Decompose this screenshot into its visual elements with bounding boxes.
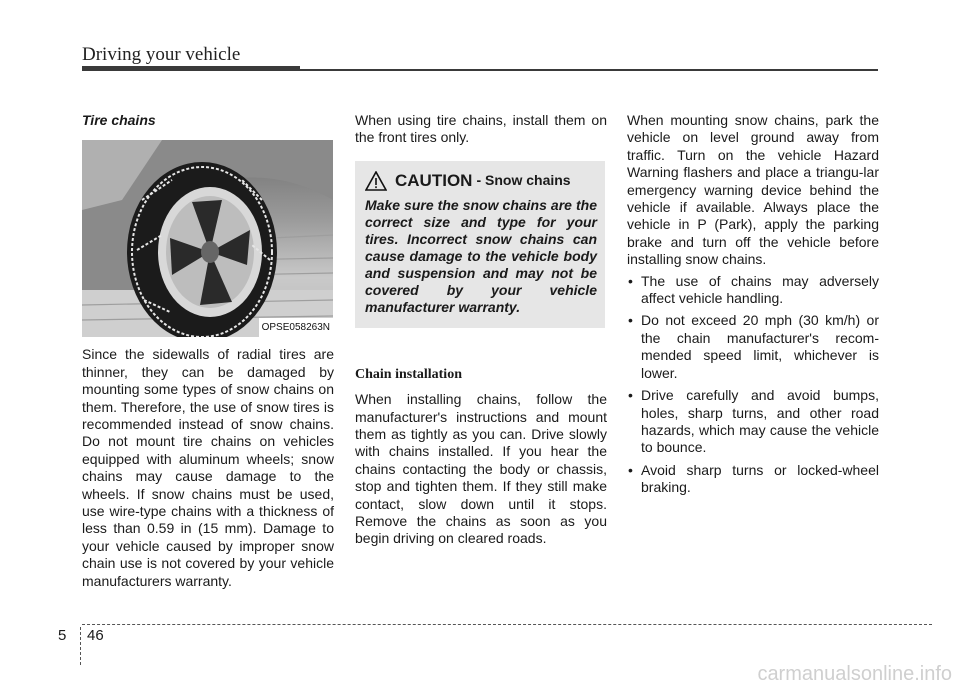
warning-triangle-icon: [365, 171, 387, 191]
chain-installation-paragraph: When installing chains, follow the manufacturer's instructions and mount them as tightly as you can. Drive slowly with chains installed. If you hear the chains contacting the body or chassis, stop and tighten them. If they still make contact, slow down until it stops. Remove the chains as soon as you begin driving on cleared roads.: [355, 391, 607, 547]
watermark: carmanualsonline.info: [757, 663, 952, 685]
list-item-text: Do not exceed 20 mph (30 km/h) or the chain manufacturer's recom-mended speed limit, whichever is lower.: [641, 312, 879, 381]
caution-header: [365, 171, 597, 191]
caution-text: Make sure the snow chains are the correct size and type for your tires. Incorrect snow chains can cause damage to the vehicle body and suspension and may not be covered by your vehicle manufacturer warranty.: [365, 196, 597, 315]
header-rule-thick: [82, 66, 300, 71]
list-item-text: Drive carefully and avoid bumps, holes, sharp turns, and other road hazards, which may cause the vehicle to bounce.: [641, 387, 879, 456]
column-middle: [355, 112, 607, 548]
list-item-text: Avoid sharp turns or locked-wheel braking.: [641, 461, 879, 496]
chain-installation-heading: Chain installation: [355, 366, 462, 382]
bullet-dot: •: [628, 387, 633, 404]
tire-chains-paragraph: Since the sidewalls of radial tires are thinner, they can be damaged by mounting some types of snow chains on them. Therefore, the use of snow tires is recommended instead of snow chains. Do not mount tire chains on vehicles equipped with aluminum wheels; snow chains may cause damage to the wheels. If snow chains must be used, use wire-type chains with a thickness of less than 0.59 in (15 mm). Damage to your vehicle caused by improper snow chain use is not covered by your vehicle manufacturers warranty.: [82, 346, 334, 589]
list-item-text: The use of chains may adversely affect vehicle handling.: [641, 272, 879, 307]
chain-tips-list: [627, 273, 879, 497]
column-right: [627, 112, 879, 502]
tire-chain-illustration: [82, 140, 333, 337]
figure-caption: OPSE058263N: [259, 318, 333, 337]
bullet-dot: •: [628, 312, 633, 329]
column-left: [82, 112, 334, 590]
header-rule-thin: [300, 69, 878, 71]
caution-title: CAUTION: [395, 171, 473, 191]
bullet-dot: •: [628, 461, 633, 478]
caution-subtitle: - Snow chains: [476, 172, 571, 189]
tire-chain-photo: [82, 140, 333, 337]
list-item: [627, 387, 879, 457]
front-tires-paragraph: When using tire chains, install them on the front tires only.: [355, 112, 607, 146]
page-header-title: Driving your vehicle: [82, 44, 241, 65]
caution-box: [355, 161, 605, 328]
list-item: [627, 462, 879, 497]
list-item: [627, 273, 879, 308]
page-number: 46: [87, 627, 104, 644]
footer-divider: [80, 627, 81, 665]
section-heading-tire-chains: Tire chains: [82, 112, 156, 128]
chapter-number: 5: [58, 627, 67, 644]
mounting-paragraph: When mounting snow chains, park the vehicle on level ground away from traffic. Turn on the vehicle Hazard Warning flashers and place a triangu-lar emergency warning device behind the vehicle if available. Always place the vehicle in P (Park), apply the parking brake and turn off the vehicle before installing snow chains.: [627, 112, 879, 268]
bullet-dot: •: [628, 272, 633, 289]
list-item: [627, 312, 879, 382]
footer-rule: [82, 624, 932, 625]
